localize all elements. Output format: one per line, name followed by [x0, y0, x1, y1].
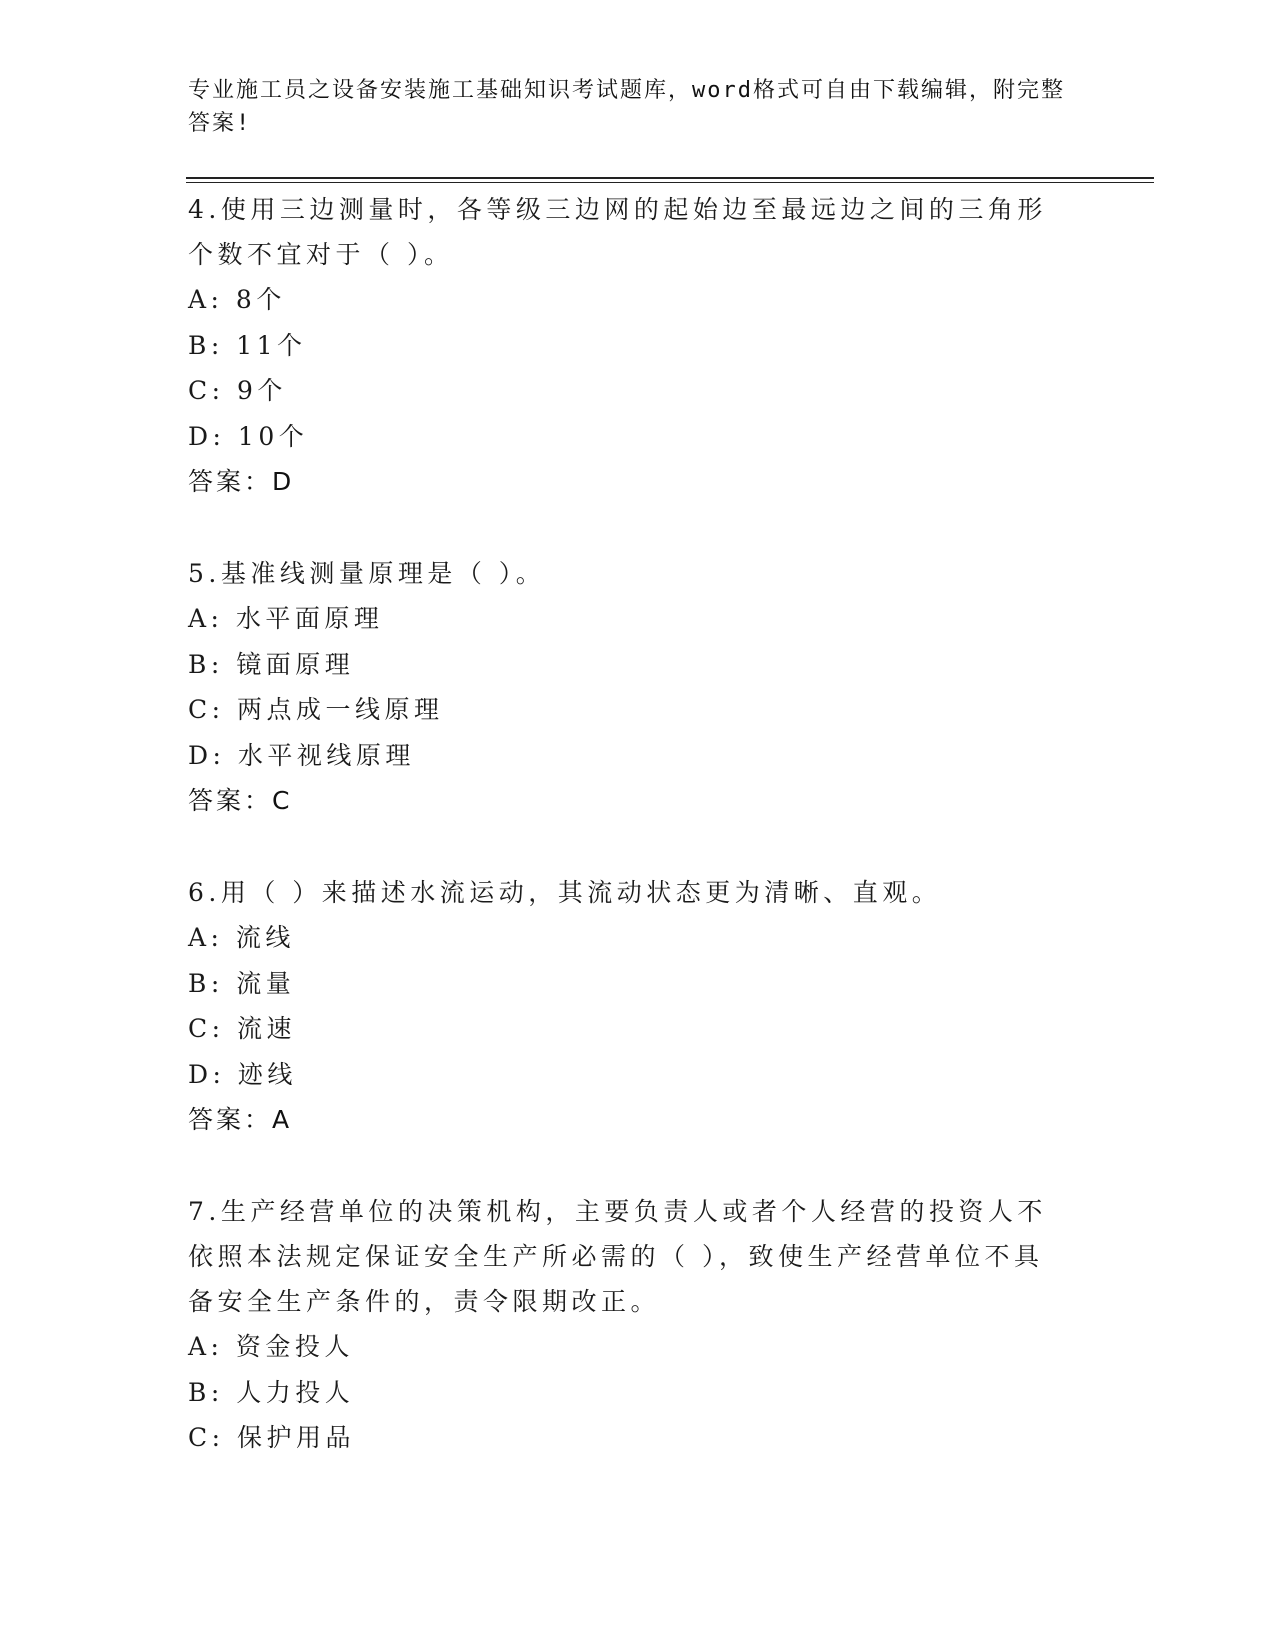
question-5	[188, 551, 1088, 823]
option-a: A: 8个	[188, 285, 286, 314]
option-b: B: 流量	[188, 968, 296, 998]
option-b: B: 镜面原理	[188, 649, 355, 679]
document-header: 专业施工员之设备安装施工基础知识考试题库，word格式可自由下载编辑，附完整答案!	[188, 78, 1065, 136]
option-d: D: 10个	[188, 421, 309, 451]
answer-label: 答案：A	[188, 1105, 293, 1134]
answer-label: 答案：C	[188, 786, 293, 815]
option-c: C: 保护用品	[188, 1423, 355, 1452]
question-stem: 7.生产经营单位的决策机构，主要负责人或者个人经营的投资人不依照本法规定保证安全生产所必需的（ ），致使生产经营单位不具备安全生产条件的，责令限期改正。	[188, 1197, 1047, 1316]
option-a: A: 资金投人	[188, 1332, 354, 1361]
question-stem: 6.用（ ）来描述水流运动，其流动状态更为清晰、直观。	[188, 878, 942, 907]
question-6	[188, 870, 1088, 1142]
option-d: D: 水平视线原理	[188, 740, 415, 770]
answer-label: 答案：D	[188, 467, 295, 496]
question-7	[188, 1189, 1088, 1461]
question-stem: 4.使用三边测量时，各等级三边网的起始边至最远边之间的三角形个数不宜对于（ ）。	[188, 195, 1047, 269]
option-a: A: 水平面原理	[188, 604, 384, 633]
header-divider-thin	[186, 182, 1154, 183]
option-c: C: 流速	[188, 1014, 296, 1043]
question-stem: 5.基准线测量原理是（ ）。	[188, 559, 546, 588]
option-b: B: 11个	[188, 330, 307, 360]
option-b: B: 人力投人	[188, 1377, 355, 1407]
option-c: C: 两点成一线原理	[188, 695, 444, 724]
question-4	[188, 187, 1088, 504]
option-c: C: 9个	[188, 376, 287, 405]
option-d: D: 迹线	[188, 1059, 297, 1089]
option-a: A: 流线	[188, 923, 295, 952]
header-divider-thick	[186, 177, 1154, 179]
